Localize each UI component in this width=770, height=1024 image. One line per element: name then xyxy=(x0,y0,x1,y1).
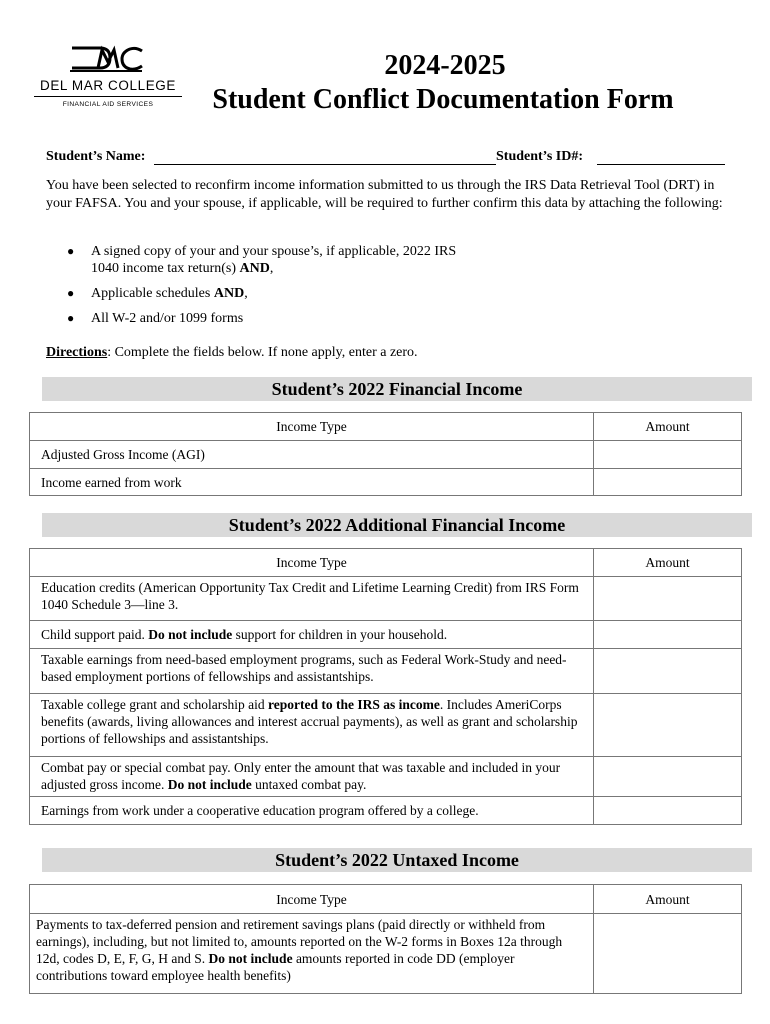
directions-label: Directions xyxy=(46,345,108,360)
section-heading-financial: Student’s 2022 Financial Income xyxy=(42,377,752,401)
amount-field[interactable] xyxy=(594,621,742,649)
income-type-cell: Income earned from work xyxy=(30,469,594,496)
table-row xyxy=(30,914,742,994)
amount-field[interactable] xyxy=(594,441,742,469)
amount-field[interactable] xyxy=(594,694,742,757)
dmc-logo-mark xyxy=(68,44,144,74)
intro-paragraph: You have been selected to reconfirm income information submitted to us through the IRS Data Retrieval Tool (DRT) in your FAFSA. You and your spouse, if applicable, will be required to further confirm this data by attaching the following: xyxy=(46,178,723,211)
income-type-cell: Taxable college grant and scholarship aid reported to the IRS as income. Includes AmeriCorps benefits (awards, living allowances and interest accrual payments), as well as grant and scholarship portions of fellowships and assistantships. xyxy=(30,694,594,757)
amount-header: Amount xyxy=(594,413,742,441)
college-name: DEL MAR COLLEGE xyxy=(39,78,177,93)
income-type-cell: Adjusted Gross Income (AGI) xyxy=(30,441,594,469)
income-type-cell: Earnings from work under a cooperative education program offered by a college. xyxy=(30,797,594,825)
table-row xyxy=(30,621,742,649)
table-row xyxy=(30,757,742,797)
list-item: ● All W-2 and/or 1099 forms xyxy=(67,311,244,326)
bullet-icon: ● xyxy=(67,244,75,258)
financial-income-table xyxy=(29,412,742,496)
student-id-label: Student’s ID#: xyxy=(496,149,583,164)
table-row xyxy=(30,797,742,825)
untaxed-income-table xyxy=(29,884,742,994)
table-row xyxy=(30,577,742,621)
list-item: ● A signed copy of your and your spouse’s, if applicable, 2022 IRS 1040 income tax return(s) AND, xyxy=(67,244,457,276)
amount-field[interactable] xyxy=(594,469,742,496)
requirements-list xyxy=(46,243,486,327)
income-type-cell: Child support paid. Do not include support for children in your household. xyxy=(30,621,594,649)
amount-field[interactable] xyxy=(594,797,742,825)
table-row xyxy=(30,441,742,469)
student-name-field[interactable] xyxy=(154,164,496,165)
student-info-line xyxy=(46,149,736,167)
amount-field[interactable] xyxy=(594,757,742,797)
section-heading-untaxed: Student’s 2022 Untaxed Income xyxy=(42,848,752,872)
amount-header: Amount xyxy=(594,885,742,914)
college-logo xyxy=(30,44,186,120)
additional-income-table xyxy=(29,548,742,825)
section-heading-additional: Student’s 2022 Additional Financial Income xyxy=(42,513,752,537)
income-type-cell: Taxable earnings from need-based employment programs, such as Federal Work-Study and need-based employment portions of fellowships and assistantships. xyxy=(30,649,594,694)
bullet-icon: ● xyxy=(67,286,75,300)
bullet-icon: ● xyxy=(67,311,75,325)
amount-field[interactable] xyxy=(594,649,742,694)
directions xyxy=(46,345,418,361)
list-item: ● Applicable schedules AND, xyxy=(67,286,248,301)
form-title: Student Conflict Documentation Form xyxy=(212,84,674,115)
amount-field[interactable] xyxy=(594,577,742,621)
department-name: FINANCIAL AID SERVICES xyxy=(62,101,154,108)
student-name-label: Student’s Name: xyxy=(46,149,146,164)
income-type-cell: Combat pay or special combat pay. Only enter the amount that was taxable and included in your adjusted gross income. Do not include untaxed combat pay. xyxy=(30,757,594,797)
student-id-field[interactable] xyxy=(597,164,725,165)
table-row xyxy=(30,469,742,496)
income-type-header: Income Type xyxy=(30,413,594,441)
income-type-cell: Education credits (American Opportunity Tax Credit and Lifetime Learning Credit) from IRS Form 1040 Schedule 3—line 3. xyxy=(30,577,594,621)
amount-header: Amount xyxy=(594,549,742,577)
amount-field[interactable] xyxy=(594,914,742,994)
logo-divider xyxy=(34,96,182,97)
income-type-cell: Payments to tax-deferred pension and retirement savings plans (paid directly or withheld from earnings), including, but not limited to, amounts reported on the W-2 forms in Boxes 12a through 12d, codes D, E, F, G, H and S. Do not include amounts reported in code DD (employer contributions toward employee health benefits) xyxy=(30,914,594,994)
income-type-header: Income Type xyxy=(30,885,594,914)
form-year: 2024-2025 xyxy=(384,50,506,81)
directions-text: : Complete the fields below. If none apply, enter a zero. xyxy=(107,345,418,360)
income-type-header: Income Type xyxy=(30,549,594,577)
table-row xyxy=(30,694,742,757)
table-row xyxy=(30,649,742,694)
